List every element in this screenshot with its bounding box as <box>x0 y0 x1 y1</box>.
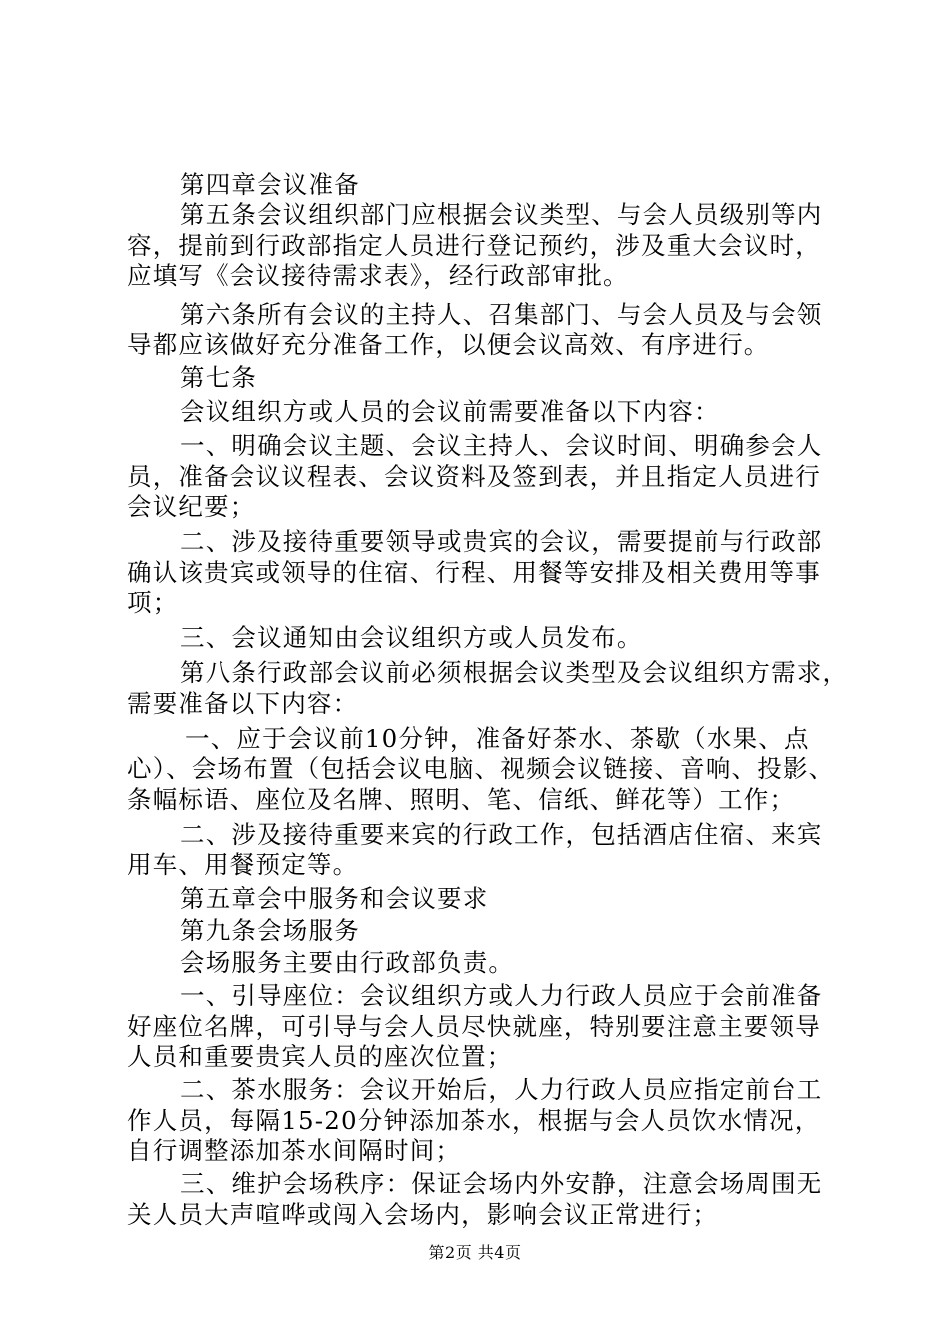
text-line: 自行调整添加茶水间隔时间； <box>127 1135 462 1165</box>
text-line: 一、应于会议前10分钟，准备好茶水、茶歇（水果、点 <box>185 724 810 754</box>
text-line: 第九条会场服务 <box>180 915 360 945</box>
chapter-heading <box>0 170 950 200</box>
text-line: 用车、用餐预定等。 <box>127 850 359 880</box>
list-item-paragraph <box>0 724 950 815</box>
list-item-paragraph <box>0 981 950 1072</box>
text-line: 关人员大声喧哗或闯入会场内，影响会议正常进行； <box>127 1199 719 1229</box>
text-line: 一、明确会议主题、会议主持人、会议时间、明确参会人 <box>180 431 823 461</box>
text-line: 二、涉及接待重要来宾的行政工作，包括酒店住宿、来宾 <box>180 819 823 849</box>
text-line: 作人员，每隔15-20分钟添加茶水，根据与会人员饮水情况， <box>127 1105 821 1135</box>
text-line: 应填写《会议接待需求表》，经行政部审批。 <box>127 260 629 290</box>
text-line: 第五条会议组织部门应根据会议类型、与会人员级别等内 <box>180 200 823 230</box>
article-paragraph <box>0 948 950 978</box>
text-line: 第七条 <box>180 362 258 392</box>
text-line: 三、会议通知由会议组织方或人员发布。 <box>180 623 643 653</box>
text-line: 导都应该做好充分准备工作，以便会议高效、有序进行。 <box>127 330 770 360</box>
list-item-paragraph <box>0 1169 950 1230</box>
text-line: 条幅标语、座位及名牌、照明、笔、信纸、鲜花等）工作； <box>127 784 796 814</box>
text-line: 好座位名牌，可引导与会人员尽快就座，特别要注意主要领导 <box>127 1011 821 1041</box>
article-paragraph <box>0 397 950 427</box>
list-item-paragraph <box>0 1075 950 1166</box>
text-line: 一、引导座位：会议组织方或人力行政人员应于会前准备 <box>180 981 823 1011</box>
text-line: 二、茶水服务：会议开始后，人力行政人员应指定前台工 <box>180 1075 823 1105</box>
article-paragraph <box>0 363 950 393</box>
text-line: 项； <box>127 587 179 617</box>
text-line: 容，提前到行政部指定人员进行登记预约，涉及重大会议时， <box>127 230 821 260</box>
text-line: 确认该贵宾或领导的住宿、行程、用餐等安排及相关费用等事 <box>127 557 821 587</box>
text-line: 会议组织方或人员的会议前需要准备以下内容： <box>180 397 720 427</box>
text-line: 第八条行政部会议前必须根据会议类型及会议组织方需求， <box>180 658 849 688</box>
text-line: 人员和重要贵宾人员的座次位置； <box>127 1042 513 1072</box>
text-line: 员，准备会议议程表、会议资料及签到表，并且指定人员进行 <box>127 461 821 491</box>
text-line: 二、涉及接待重要领导或贵宾的会议，需要提前与行政部 <box>180 527 823 557</box>
list-item-paragraph <box>0 527 950 618</box>
article-paragraph <box>0 300 950 361</box>
text-line: 会场服务主要由行政部负责。 <box>180 948 515 978</box>
text-line: 会议纪要； <box>127 491 256 521</box>
list-item-paragraph <box>0 623 950 653</box>
text-line: 第五章会中服务和会议要求 <box>180 883 489 913</box>
text-line: 第六条所有会议的主持人、召集部门、与会人员及与会领 <box>180 300 823 330</box>
article-paragraph <box>0 658 950 719</box>
page-footer: 第2页 共4页 <box>428 1243 522 1262</box>
text-line: 第四章会议准备 <box>180 170 360 199</box>
text-line: 三、维护会场秩序：保证会场内外安静，注意会场周围无 <box>180 1169 823 1199</box>
chapter-heading <box>0 884 950 914</box>
list-item-paragraph <box>0 431 950 522</box>
text-line: 需要准备以下内容： <box>127 688 359 718</box>
article-paragraph <box>0 200 950 291</box>
document-body <box>0 170 950 1230</box>
list-item-paragraph <box>0 820 950 881</box>
article-paragraph <box>0 916 950 946</box>
text-line: 心）、会场布置（包括会议电脑、视频会议链接、音响、投影、 <box>127 754 835 784</box>
